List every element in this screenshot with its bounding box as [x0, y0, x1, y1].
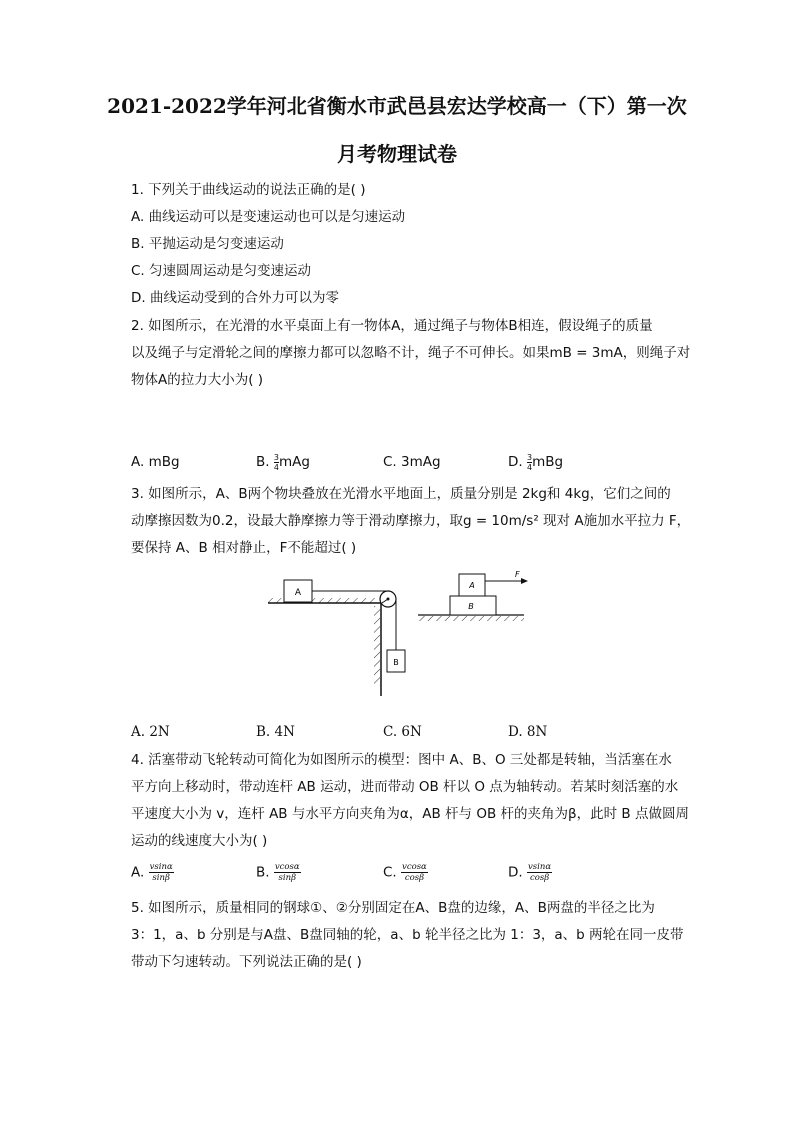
q4-option-a-fraction [149, 862, 174, 883]
q4-option-c-label: C. [383, 864, 397, 881]
q2-option-d-num: 3 [526, 452, 533, 462]
q1-stem: 1. 下列关于曲线运动的说法正确的是( ) [131, 182, 366, 198]
q2-option-d [508, 452, 563, 472]
q4-stem-line-1: 4. 活塞带动飞轮转动可简化为如图所示的模型：图中 A、B、O 三处都是转轴，当活塞在水 [131, 752, 672, 768]
q4-option-a [131, 862, 174, 883]
q2-option-b-label: B. [256, 454, 270, 470]
q4-option-b-fraction [274, 862, 301, 883]
q3-option-d: D. 8N [508, 724, 548, 740]
q3-stem-line-3: 要保持 A、B 相对静止，F不能超过( ) [131, 540, 357, 556]
q4-option-b-label: B. [256, 864, 270, 881]
q1-option-a: A. 曲线运动可以是变速运动也可以是匀速运动 [131, 209, 406, 225]
q4-option-d-label: D. [508, 864, 523, 881]
q2-option-a: A. mBg [131, 454, 180, 470]
q4-option-d-fraction [527, 862, 552, 883]
block-b-right-label: B [468, 602, 474, 611]
q2-stem-line-2-formula: B = 3mA，则绳子对 [562, 345, 691, 361]
ground-hatch [418, 616, 524, 621]
q4-option-c-den: cosβ [404, 873, 424, 883]
q3-option-a: A. 2N [131, 724, 170, 740]
q2-stem-line-1: 2. 如图所示，在光滑的水平桌面上有一物体A，通过绳子与物体B相连，假设绳子的质量 [131, 318, 653, 334]
q4-stem-line-4: 运动的线速度大小为( ) [131, 833, 268, 849]
q2-option-b-num: 3 [273, 452, 279, 462]
q2-option-c: C. 3mAg [383, 454, 441, 470]
q4-stem-line-2: 平方向上移动时，带动连杆 AB 运动，进而带动 OB 杆以 O 点为轴转动。若某时刻活塞的水 [131, 779, 679, 795]
q4-option-a-num: vsinα [149, 862, 173, 872]
block-a-left-label: A [294, 588, 302, 598]
q1-option-b: B. 平抛运动是匀变速运动 [131, 236, 284, 252]
q4-option-c [383, 862, 428, 883]
q3-option-c: C. 6N [383, 724, 422, 740]
q4-option-b [256, 862, 301, 883]
q4-option-c-fraction [401, 862, 428, 883]
q4-option-a-den: sinβ [152, 873, 170, 883]
q2-option-d-den: 4 [526, 462, 533, 472]
q2-option-b-tail: mAg [278, 454, 310, 470]
q2-stem-line-2-text: 以及绳子与定滑轮之间的摩擦力都可以忽略不计，绳子不可伸长。如果m [131, 345, 563, 361]
q1-option-d: D. 曲线运动受到的合外力可以为零 [131, 290, 339, 306]
q2-option-d-tail: mBg [532, 454, 564, 470]
q2-option-b [256, 452, 310, 472]
block-b-left-label: B [393, 658, 399, 667]
q4-option-c-num: vcosα [402, 862, 427, 872]
block-a-right-label: A [469, 581, 475, 590]
force-label: F [515, 570, 520, 579]
exam-title-line-2: 月考物理试卷 [337, 142, 457, 166]
q5-stem-line-2: 3：1，a、b 分别是与A盘、B盘同轴的轮，a、b 轮半径之比为 1：3，a、b 两轮在同一皮带 [131, 927, 684, 943]
q2-option-d-label: D. [508, 454, 523, 470]
q4-option-b-den: sinβ [278, 873, 296, 883]
q3-option-b: B. 4N [256, 724, 295, 740]
q1-option-c: C. 匀速圆周运动是匀变速运动 [131, 263, 312, 279]
q4-option-b-num: vcosα [274, 862, 300, 872]
q3-stem-line-1: 3. 如图所示，A、B两个物块叠放在光滑水平地面上，质量分别是 2kg和 4kg，它们之间的 [131, 486, 671, 502]
q2-option-b-den: 4 [273, 462, 279, 472]
exam-title-line-1: 2021-2022学年河北省衡水市武邑县宏达学校高一（下）第一次 [107, 94, 687, 118]
q2-stem-line-3: 物体A的拉力大小为( ) [131, 372, 264, 388]
force-arrowhead [521, 578, 528, 584]
q5-stem-line-1: 5. 如图所示，质量相同的钢球①、②分别固定在A、B盘的边缘，A、B两盘的半径之比为 [131, 900, 655, 916]
q4-option-d-num: vsinα [527, 862, 552, 872]
q4-option-a-label: A. [131, 864, 145, 881]
q3-figure [262, 566, 532, 698]
wall-hatch [374, 606, 380, 686]
q4-option-d-den: cosβ [529, 873, 550, 883]
q3-stem-line-2: 动摩擦因数为0.2，设最大静摩擦力等于滑动摩擦力，取g = 10m/s² 现对 A施加水平拉力 F， [131, 513, 691, 529]
q2-stem-line-2 [131, 343, 690, 363]
q4-option-d [508, 862, 552, 883]
q5-stem-line-3: 带动下匀速转动。下列说法正确的是( ) [131, 954, 362, 970]
q4-stem-line-3: 平速度大小为 v，连杆 AB 与水平方向夹角为α，AB 杆与 OB 杆的夹角为β，此时 B 点做圆周 [131, 806, 689, 822]
